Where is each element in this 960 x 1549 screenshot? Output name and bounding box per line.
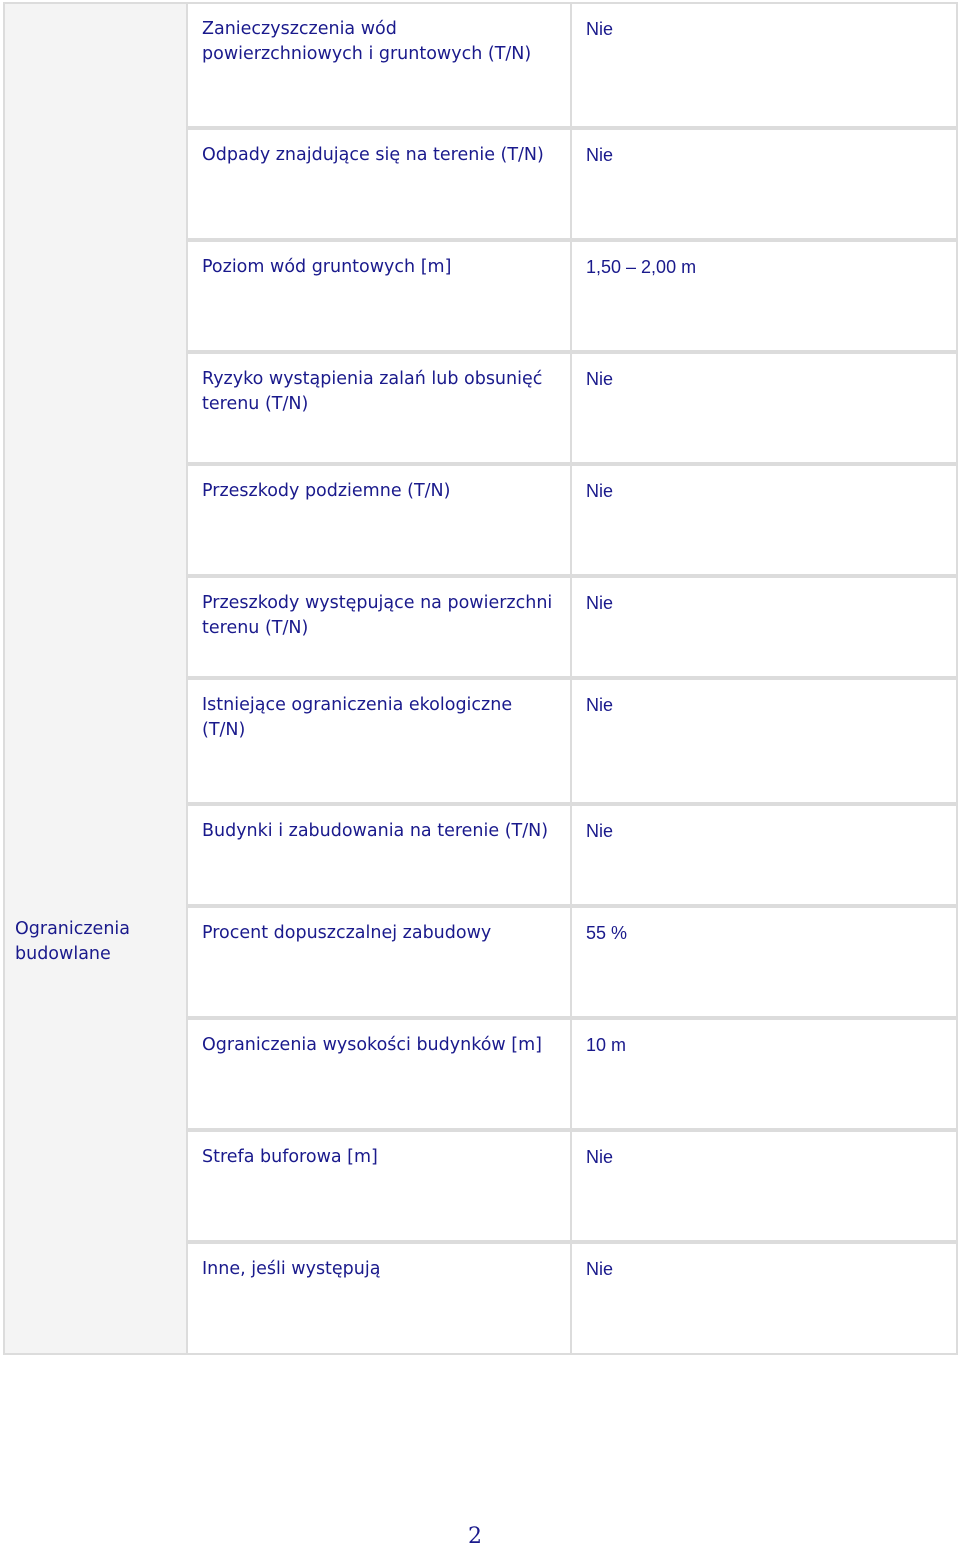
row-value: Nie	[570, 576, 958, 678]
row-label: Inne, jeśli występują	[186, 1242, 572, 1355]
row-label: Budynki i zabudowania na terenie (T/N)	[186, 804, 572, 906]
table-row	[188, 242, 958, 354]
table-row	[188, 130, 958, 242]
table-row	[188, 466, 958, 578]
table-row	[188, 578, 958, 680]
table-row	[188, 806, 958, 908]
table-row	[188, 354, 958, 466]
page-number: 2	[468, 1524, 482, 1549]
row-value: Nie	[570, 804, 958, 906]
row-label: Przeszkody występujące na powierzchni terenu (T/N)	[186, 576, 572, 678]
row-label: Przeszkody podziemne (T/N)	[186, 464, 572, 576]
row-value: 55 %	[570, 906, 958, 1018]
row-label: Poziom wód gruntowych [m]	[186, 240, 572, 352]
row-value: 10 m	[570, 1018, 958, 1130]
row-value: Nie	[570, 128, 958, 240]
row-label: Ograniczenia wysokości budynków [m]	[186, 1018, 572, 1130]
row-label: Procent dopuszczalnej zabudowy	[186, 906, 572, 1018]
table-row	[188, 1020, 958, 1132]
table-row	[188, 4, 958, 130]
property-table	[3, 2, 958, 1355]
row-label: Istniejące ograniczenia ekologiczne (T/N)	[186, 678, 572, 804]
table-row	[188, 1132, 958, 1244]
row-label: Odpady znajdujące się na terenie (T/N)	[186, 128, 572, 240]
row-value: Nie	[570, 352, 958, 464]
row-label: Ryzyko wystąpienia zalań lub obsunięć terenu (T/N)	[186, 352, 572, 464]
row-value: Nie	[570, 678, 958, 804]
table-row	[188, 1244, 958, 1355]
row-value: 1,50 – 2,00 m	[570, 240, 958, 352]
row-label: Strefa buforowa [m]	[186, 1130, 572, 1242]
row-value: Nie	[570, 2, 958, 128]
table-row	[188, 680, 958, 806]
row-value: Nie	[570, 1130, 958, 1242]
section-label: Ograniczenia budowlane	[15, 919, 131, 964]
row-value: Nie	[570, 1242, 958, 1355]
row-value: Nie	[570, 464, 958, 576]
table-row	[188, 908, 958, 1020]
row-label: Zanieczyszczenia wód powierzchniowych i gruntowych (T/N)	[186, 2, 572, 128]
section-column	[3, 2, 188, 1355]
